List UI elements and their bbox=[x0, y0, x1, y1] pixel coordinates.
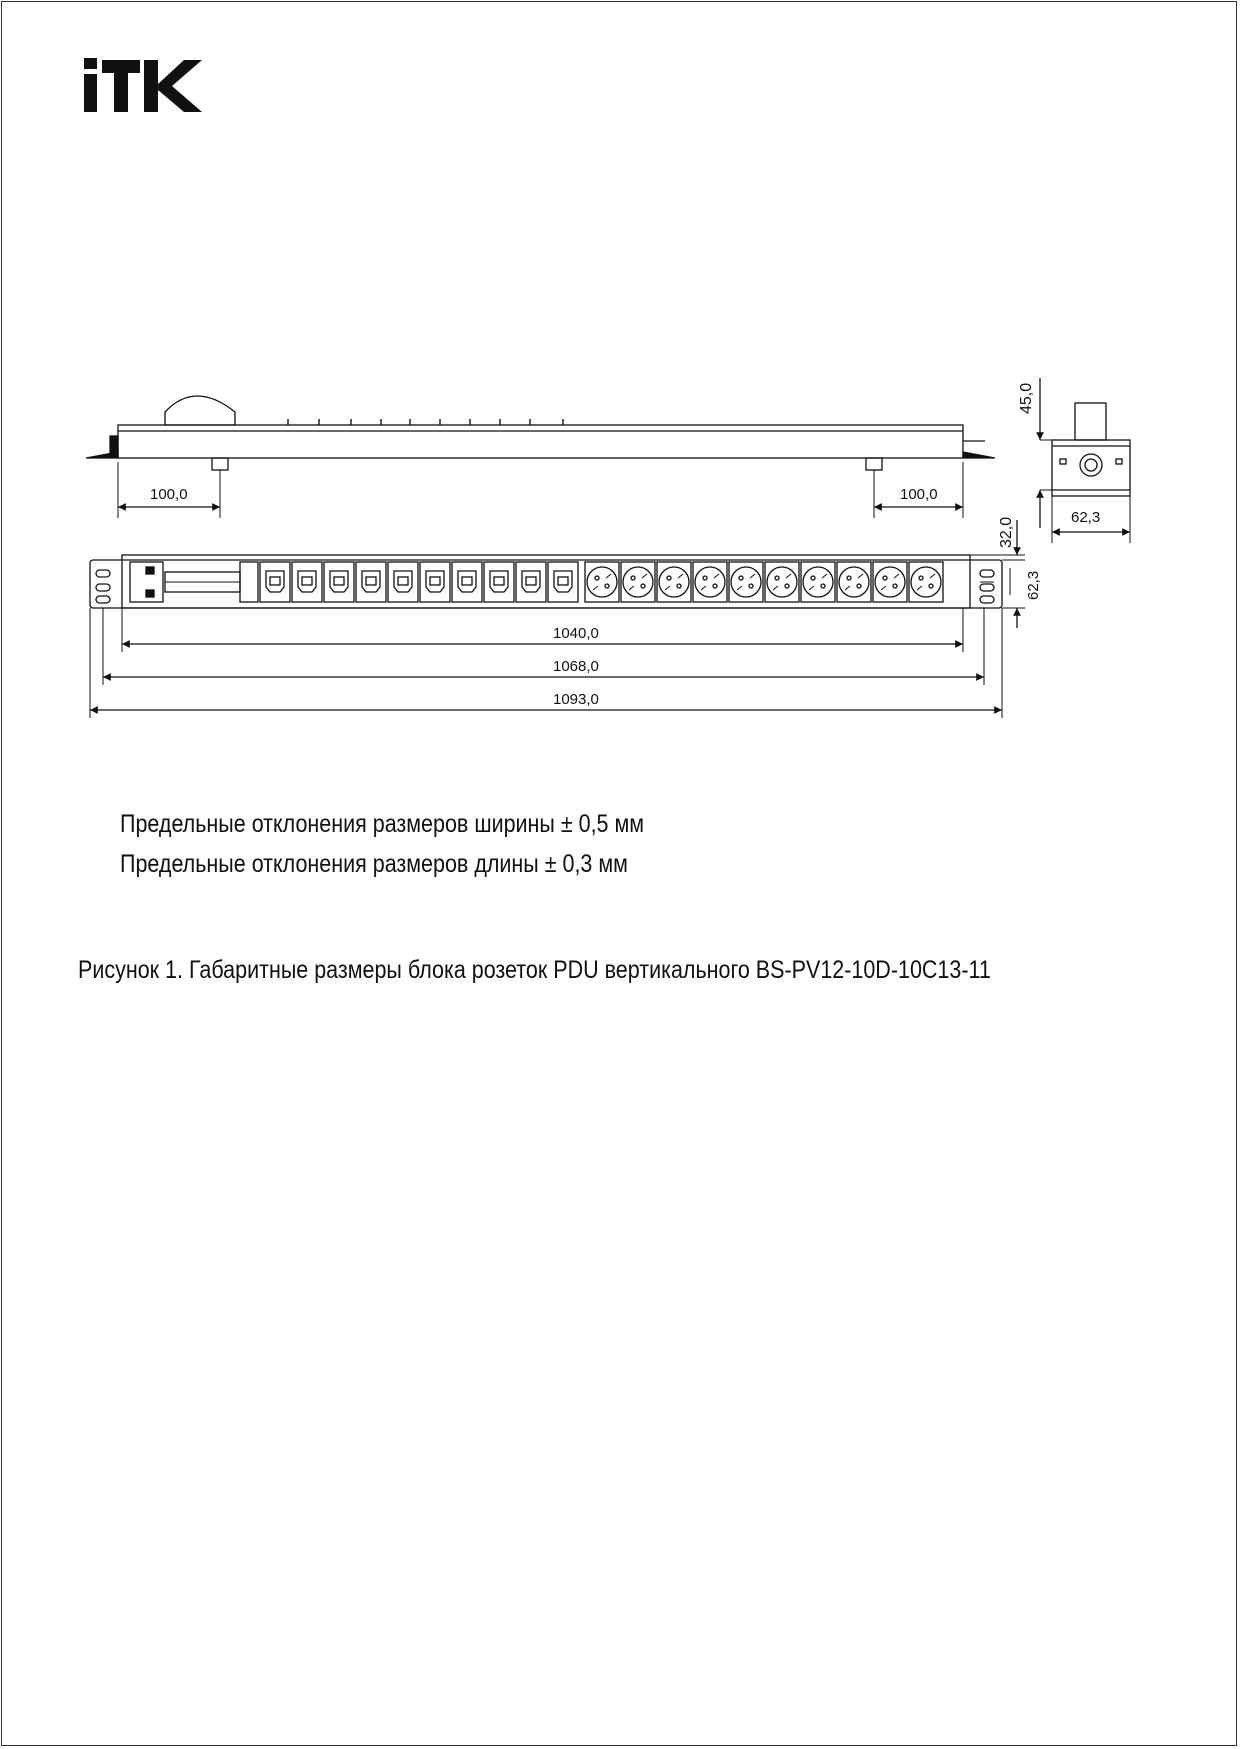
c13-socket bbox=[452, 562, 482, 602]
schuko-socket bbox=[765, 562, 799, 602]
c13-socket bbox=[292, 562, 322, 602]
c13-socket bbox=[324, 562, 354, 602]
c13-socket bbox=[260, 562, 290, 602]
c13-socket bbox=[548, 562, 578, 602]
c13-socket-group bbox=[260, 562, 578, 602]
length-tolerance-note: Предельные отклонения размеров длины ± 0,3 мм bbox=[120, 850, 628, 878]
c13-socket bbox=[484, 562, 514, 602]
dim-depth: 62,3 bbox=[1071, 509, 1101, 526]
dim-height-top: 45,0 bbox=[1018, 382, 1035, 414]
c13-socket bbox=[516, 562, 546, 602]
side-view bbox=[86, 396, 995, 518]
schuko-socket bbox=[693, 562, 727, 602]
schuko-socket bbox=[837, 562, 871, 602]
front-view bbox=[90, 520, 1025, 718]
dim-length-inner: 1040,0 bbox=[553, 625, 599, 642]
dim-length-outer: 1093,0 bbox=[553, 691, 599, 708]
c13-socket bbox=[356, 562, 386, 602]
dim-width-vertical: 32,0 bbox=[998, 516, 1015, 548]
figure-caption: Рисунок 1. Габаритные размеры блока розеток PDU вертикального BS-PV12-10D-10C13-11 bbox=[78, 956, 991, 984]
dim-height-front: 62,3 bbox=[1025, 570, 1042, 600]
dim-side-right: 100,0 bbox=[900, 486, 938, 503]
c13-socket bbox=[388, 562, 418, 602]
schuko-socket bbox=[621, 562, 655, 602]
c13-socket bbox=[420, 562, 450, 602]
schuko-socket bbox=[801, 562, 835, 602]
schuko-socket bbox=[585, 562, 619, 602]
schuko-socket-group bbox=[585, 562, 943, 602]
schuko-socket bbox=[729, 562, 763, 602]
schuko-socket bbox=[873, 562, 907, 602]
pdu-dimension-drawing bbox=[0, 0, 1240, 760]
width-tolerance-note: Предельные отклонения размеров ширины ± 0,5 мм bbox=[120, 810, 645, 838]
dim-side-left: 100,0 bbox=[150, 486, 188, 503]
schuko-socket bbox=[909, 562, 943, 602]
schuko-socket bbox=[657, 562, 691, 602]
dim-length-mid: 1068,0 bbox=[553, 658, 599, 675]
